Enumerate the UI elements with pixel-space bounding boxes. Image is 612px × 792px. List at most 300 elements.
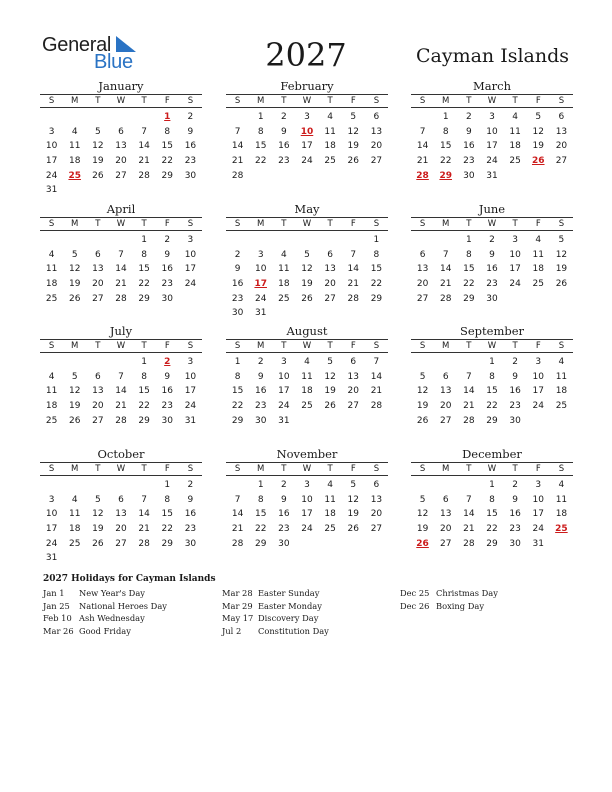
day-cell: 16 — [278, 509, 290, 520]
day-cell: 15 — [486, 386, 498, 397]
day-cell-holiday: 10 — [300, 126, 314, 137]
day-cell: 13 — [439, 509, 452, 520]
day-cell: 24 — [278, 401, 290, 412]
day-cell: 24 — [254, 293, 267, 304]
holiday-date: Jan 1 — [43, 588, 65, 598]
holiday-entry — [222, 625, 329, 638]
day-grid — [411, 110, 573, 183]
day-cell: 25 — [509, 156, 521, 167]
month-december — [411, 447, 573, 551]
day-cell: 28 — [347, 293, 359, 304]
day-cell: 27 — [115, 170, 127, 181]
day-cell: 21 — [439, 279, 452, 290]
day-empty — [457, 355, 480, 370]
holiday-name: Boxing Day — [436, 600, 485, 611]
day-cell: 17 — [45, 524, 58, 535]
day-cell: 3 — [535, 480, 542, 490]
month-name: October — [97, 447, 145, 461]
day-cell: 7 — [141, 494, 147, 505]
day-cell: 9 — [489, 249, 495, 260]
day-cell: 27 — [324, 293, 336, 304]
day-cell: 26 — [92, 538, 104, 549]
day-cell: 23 — [161, 279, 173, 290]
day-cell: 22 — [231, 401, 244, 412]
holiday-name: Constitution Day — [258, 625, 329, 636]
day-cell: 1 — [257, 480, 264, 490]
holiday-column — [43, 587, 167, 637]
day-cell: 1 — [257, 112, 264, 122]
weekday-label: W — [116, 219, 126, 229]
day-cell: 8 — [141, 371, 147, 382]
month-june — [411, 202, 573, 306]
weekday-header — [226, 462, 388, 476]
day-cell: 26 — [347, 524, 359, 535]
day-empty — [457, 478, 480, 493]
day-cell: 5 — [350, 112, 357, 122]
month-name: November — [276, 447, 338, 461]
day-cell: 6 — [118, 126, 124, 137]
month-name: March — [473, 79, 511, 93]
weekday-label: S — [373, 464, 380, 474]
day-cell: 22 — [138, 279, 150, 290]
day-cell: 10 — [184, 371, 197, 382]
weekday-label: T — [141, 341, 147, 351]
month-july — [40, 324, 202, 428]
day-cell: 18 — [68, 156, 81, 167]
holiday-name: Easter Monday — [258, 600, 322, 611]
weekday-label: S — [558, 464, 565, 474]
holiday-entry — [222, 612, 329, 625]
day-cell: 8 — [257, 126, 264, 137]
day-cell: 14 — [231, 141, 244, 152]
day-cell: 31 — [45, 185, 58, 196]
day-cell: 17 — [301, 141, 313, 152]
day-cell: 16 — [254, 386, 267, 397]
day-cell: 28 — [115, 293, 127, 304]
day-cell: 13 — [439, 386, 452, 397]
day-cell: 10 — [254, 264, 267, 275]
weekday-label: F — [350, 219, 356, 229]
day-cell: 26 — [416, 415, 429, 426]
day-empty — [133, 478, 156, 493]
day-cell: 4 — [558, 357, 565, 367]
weekday-label: M — [257, 464, 265, 474]
day-cell: 13 — [324, 264, 336, 275]
day-empty — [63, 478, 86, 493]
day-cell: 2 — [512, 357, 518, 367]
day-cell: 4 — [71, 494, 78, 505]
day-cell: 23 — [231, 293, 244, 304]
weekday-label: S — [558, 341, 565, 351]
day-cell: 11 — [68, 509, 81, 520]
day-cell: 24 — [45, 170, 58, 181]
weekday-label: T — [281, 219, 287, 229]
month-name: April — [106, 202, 136, 216]
day-cell: 15 — [439, 141, 452, 152]
day-cell: 10 — [184, 249, 197, 260]
day-cell: 26 — [68, 415, 81, 426]
day-cell: 9 — [257, 371, 264, 382]
day-cell: 20 — [370, 509, 383, 520]
weekday-label: S — [48, 96, 55, 106]
day-cell: 12 — [416, 386, 429, 397]
day-cell: 9 — [164, 249, 171, 260]
month-september — [411, 324, 573, 428]
day-empty — [272, 233, 295, 248]
weekday-label: F — [535, 464, 541, 474]
day-empty — [434, 355, 457, 370]
holiday-date: Mar 29 — [222, 600, 253, 611]
day-cell-holiday: 25 — [68, 170, 81, 181]
month-march — [411, 79, 573, 183]
weekday-label: S — [373, 96, 380, 106]
day-cell: 1 — [465, 235, 472, 245]
weekday-label: W — [116, 96, 126, 106]
day-empty — [109, 110, 132, 125]
weekday-label: T — [512, 464, 518, 474]
weekday-label: T — [512, 219, 518, 229]
day-cell: 1 — [442, 112, 449, 122]
day-cell: 26 — [301, 293, 313, 304]
day-cell: 18 — [324, 141, 336, 152]
day-cell: 9 — [512, 494, 518, 505]
day-empty — [40, 110, 63, 125]
holiday-date: Mar 28 — [222, 588, 253, 598]
day-cell: 25 — [278, 293, 290, 304]
day-cell: 27 — [92, 415, 104, 426]
holiday-name: Discovery Day — [258, 613, 319, 623]
day-cell: 3 — [535, 357, 542, 367]
day-cell: 8 — [164, 494, 171, 505]
day-cell: 18 — [45, 401, 58, 412]
weekday-label: T — [141, 464, 147, 474]
day-cell: 16 — [509, 509, 521, 520]
day-cell: 5 — [419, 371, 426, 382]
day-cell: 12 — [301, 264, 313, 275]
day-cell: 22 — [161, 524, 173, 535]
day-cell: 27 — [115, 538, 127, 549]
weekday-header — [40, 94, 202, 108]
day-cell: 22 — [463, 279, 475, 290]
weekday-label: W — [116, 341, 126, 351]
day-cell: 18 — [324, 509, 336, 520]
weekday-header — [411, 94, 573, 108]
day-cell: 9 — [187, 494, 194, 505]
day-cell: 28 — [138, 170, 150, 181]
day-grid — [226, 110, 388, 183]
holiday-name: Easter Sunday — [258, 588, 320, 598]
weekday-label: T — [281, 96, 287, 106]
day-cell: 14 — [463, 509, 475, 520]
weekday-label: S — [234, 464, 241, 474]
weekday-label: T — [327, 219, 333, 229]
day-cell: 3 — [304, 480, 310, 490]
weekday-label: S — [48, 464, 55, 474]
day-cell: 24 — [509, 279, 521, 290]
holiday-name: Christmas Day — [436, 588, 498, 598]
day-cell: 17 — [301, 509, 313, 520]
day-cell: 7 — [234, 494, 241, 505]
day-cell: 29 — [138, 293, 150, 304]
day-cell: 14 — [370, 371, 383, 382]
weekday-label: S — [48, 341, 55, 351]
day-cell-holiday: 28 — [416, 170, 429, 181]
weekday-label: M — [257, 341, 265, 351]
day-cell: 16 — [486, 264, 498, 275]
day-cell: 10 — [45, 509, 58, 520]
day-cell: 4 — [512, 112, 518, 122]
day-cell: 28 — [439, 293, 452, 304]
day-grid — [40, 355, 202, 428]
holiday-name: Ash Wednesday — [79, 613, 145, 623]
day-cell: 12 — [68, 264, 81, 275]
day-cell: 30 — [509, 415, 521, 426]
day-cell: 18 — [301, 386, 313, 397]
day-cell: 8 — [234, 371, 241, 382]
day-cell: 16 — [161, 264, 173, 275]
day-cell: 22 — [370, 279, 383, 290]
day-cell: 2 — [234, 249, 241, 260]
day-cell: 11 — [45, 264, 58, 275]
day-cell: 19 — [68, 279, 81, 290]
day-cell: 15 — [161, 509, 173, 520]
day-cell: 12 — [416, 509, 429, 520]
day-cell: 24 — [301, 524, 313, 535]
day-cell: 2 — [512, 480, 518, 490]
day-grid — [40, 110, 202, 198]
day-cell: 25 — [68, 538, 81, 549]
day-cell: 21 — [138, 524, 150, 535]
weekday-label: T — [327, 341, 333, 351]
country-name: Cayman Islands — [415, 45, 569, 67]
weekday-label: F — [164, 96, 170, 106]
day-cell: 30 — [184, 170, 197, 181]
day-cell: 15 — [231, 386, 244, 397]
day-cell: 13 — [555, 126, 568, 137]
day-cell: 5 — [350, 480, 357, 490]
day-cell: 16 — [184, 509, 197, 520]
day-cell: 20 — [115, 524, 127, 535]
holiday-date: Feb 10 — [43, 613, 72, 623]
day-empty — [109, 355, 132, 370]
day-cell: 17 — [509, 264, 521, 275]
day-cell: 8 — [257, 494, 264, 505]
day-cell-holiday: 26 — [416, 538, 429, 549]
day-cell: 2 — [280, 480, 287, 490]
day-cell: 7 — [465, 371, 472, 382]
month-name: May — [294, 202, 320, 216]
day-cell: 25 — [555, 401, 568, 412]
weekday-label: S — [187, 341, 194, 351]
day-cell: 22 — [486, 524, 498, 535]
weekday-label: W — [487, 341, 497, 351]
day-cell: 2 — [489, 235, 495, 245]
month-april — [40, 202, 202, 306]
day-empty — [86, 478, 109, 493]
day-cell: 18 — [278, 279, 290, 290]
weekday-label: F — [164, 341, 170, 351]
day-cell: 19 — [532, 141, 544, 152]
day-cell: 2 — [280, 112, 287, 122]
day-cell: 28 — [463, 538, 475, 549]
day-cell: 6 — [419, 249, 426, 260]
day-cell: 11 — [68, 141, 81, 152]
holiday-entry — [222, 587, 329, 600]
day-cell-holiday: 2 — [164, 357, 171, 367]
day-cell: 23 — [463, 156, 475, 167]
day-cell: 15 — [463, 264, 475, 275]
day-cell: 29 — [370, 293, 383, 304]
day-cell: 18 — [509, 141, 521, 152]
day-cell: 27 — [439, 415, 452, 426]
day-cell: 14 — [416, 141, 429, 152]
day-cell: 4 — [48, 371, 55, 382]
day-cell: 18 — [555, 509, 568, 520]
day-cell: 16 — [161, 386, 173, 397]
day-cell: 15 — [486, 509, 498, 520]
day-cell: 8 — [164, 126, 171, 137]
day-cell: 29 — [161, 170, 173, 181]
day-cell: 22 — [486, 401, 498, 412]
day-cell: 24 — [532, 524, 544, 535]
day-cell: 31 — [45, 553, 58, 564]
calendar-year: 2027 — [265, 36, 347, 74]
weekday-header — [40, 217, 202, 231]
day-cell: 2 — [465, 112, 472, 122]
weekday-label: T — [466, 464, 472, 474]
weekday-label: S — [187, 464, 194, 474]
day-cell: 11 — [278, 264, 290, 275]
weekday-label: T — [512, 96, 518, 106]
weekday-label: M — [71, 96, 79, 106]
weekday-label: W — [116, 464, 126, 474]
day-cell: 9 — [187, 126, 194, 137]
day-grid — [411, 355, 573, 428]
day-grid — [40, 233, 202, 306]
day-cell: 30 — [278, 538, 290, 549]
day-cell: 10 — [301, 494, 313, 505]
day-cell: 2 — [187, 112, 194, 122]
weekday-label: M — [442, 96, 450, 106]
day-cell: 4 — [327, 480, 333, 490]
day-cell: 25 — [45, 415, 58, 426]
weekday-label: S — [558, 96, 565, 106]
day-cell: 17 — [532, 386, 544, 397]
day-empty — [40, 478, 63, 493]
day-empty — [63, 355, 86, 370]
day-cell: 10 — [509, 249, 521, 260]
day-cell: 1 — [164, 480, 171, 490]
weekday-label: T — [95, 464, 101, 474]
day-cell: 29 — [486, 415, 498, 426]
day-cell: 11 — [324, 494, 336, 505]
day-cell: 3 — [280, 357, 287, 367]
month-name: February — [280, 79, 334, 93]
logo-text-general: General — [42, 34, 112, 56]
day-cell: 27 — [347, 401, 359, 412]
day-cell: 8 — [489, 494, 495, 505]
day-cell: 11 — [45, 386, 58, 397]
day-cell: 29 — [254, 538, 267, 549]
month-november — [226, 447, 388, 551]
day-cell: 21 — [370, 386, 383, 397]
day-cell: 12 — [347, 126, 359, 137]
day-cell: 13 — [92, 386, 104, 397]
weekday-label: T — [95, 219, 101, 229]
day-cell: 12 — [324, 371, 336, 382]
day-cell: 19 — [324, 386, 336, 397]
day-cell: 9 — [234, 264, 241, 275]
day-cell: 6 — [94, 371, 101, 382]
day-cell: 30 — [486, 293, 498, 304]
day-cell: 31 — [254, 308, 267, 319]
day-cell: 25 — [301, 401, 313, 412]
day-cell: 25 — [324, 524, 336, 535]
day-cell-holiday: 17 — [254, 279, 267, 290]
day-cell: 14 — [463, 386, 475, 397]
weekday-label: W — [302, 96, 312, 106]
day-cell: 3 — [48, 126, 55, 137]
day-cell: 7 — [350, 249, 357, 260]
day-empty — [40, 233, 63, 248]
day-grid — [226, 355, 388, 428]
day-cell: 13 — [370, 494, 383, 505]
weekday-label: S — [234, 96, 241, 106]
day-cell: 14 — [115, 386, 127, 397]
day-cell: 16 — [278, 141, 290, 152]
weekday-label: T — [466, 341, 472, 351]
day-cell: 3 — [187, 235, 194, 245]
day-cell: 31 — [532, 538, 544, 549]
weekday-label: W — [302, 341, 312, 351]
weekday-label: M — [257, 96, 265, 106]
day-cell: 17 — [45, 156, 58, 167]
weekday-label: F — [535, 341, 541, 351]
weekday-header — [411, 462, 573, 476]
day-cell: 7 — [118, 249, 124, 260]
day-cell: 8 — [442, 126, 449, 137]
day-empty — [249, 233, 272, 248]
day-cell: 5 — [558, 235, 565, 245]
day-cell: 10 — [486, 126, 498, 137]
day-cell: 19 — [416, 524, 429, 535]
day-cell: 18 — [532, 264, 544, 275]
holiday-column — [400, 587, 498, 612]
day-cell: 20 — [115, 156, 127, 167]
day-cell: 19 — [347, 141, 359, 152]
day-cell: 13 — [115, 509, 127, 520]
day-cell: 13 — [92, 264, 104, 275]
day-cell: 19 — [347, 509, 359, 520]
day-cell: 12 — [92, 141, 104, 152]
weekday-label: F — [535, 219, 541, 229]
holiday-name: New Year's Day — [79, 588, 145, 598]
day-empty — [226, 110, 249, 125]
day-cell: 20 — [439, 401, 452, 412]
day-cell: 12 — [68, 386, 81, 397]
day-empty — [434, 478, 457, 493]
day-cell: 14 — [347, 264, 359, 275]
day-cell: 13 — [416, 264, 429, 275]
day-cell: 21 — [115, 279, 127, 290]
weekday-label: S — [234, 341, 241, 351]
day-cell: 11 — [509, 126, 521, 137]
weekday-header — [40, 462, 202, 476]
day-cell: 27 — [439, 538, 452, 549]
day-cell: 13 — [347, 371, 359, 382]
month-name: January — [98, 79, 144, 93]
day-cell: 19 — [555, 264, 568, 275]
